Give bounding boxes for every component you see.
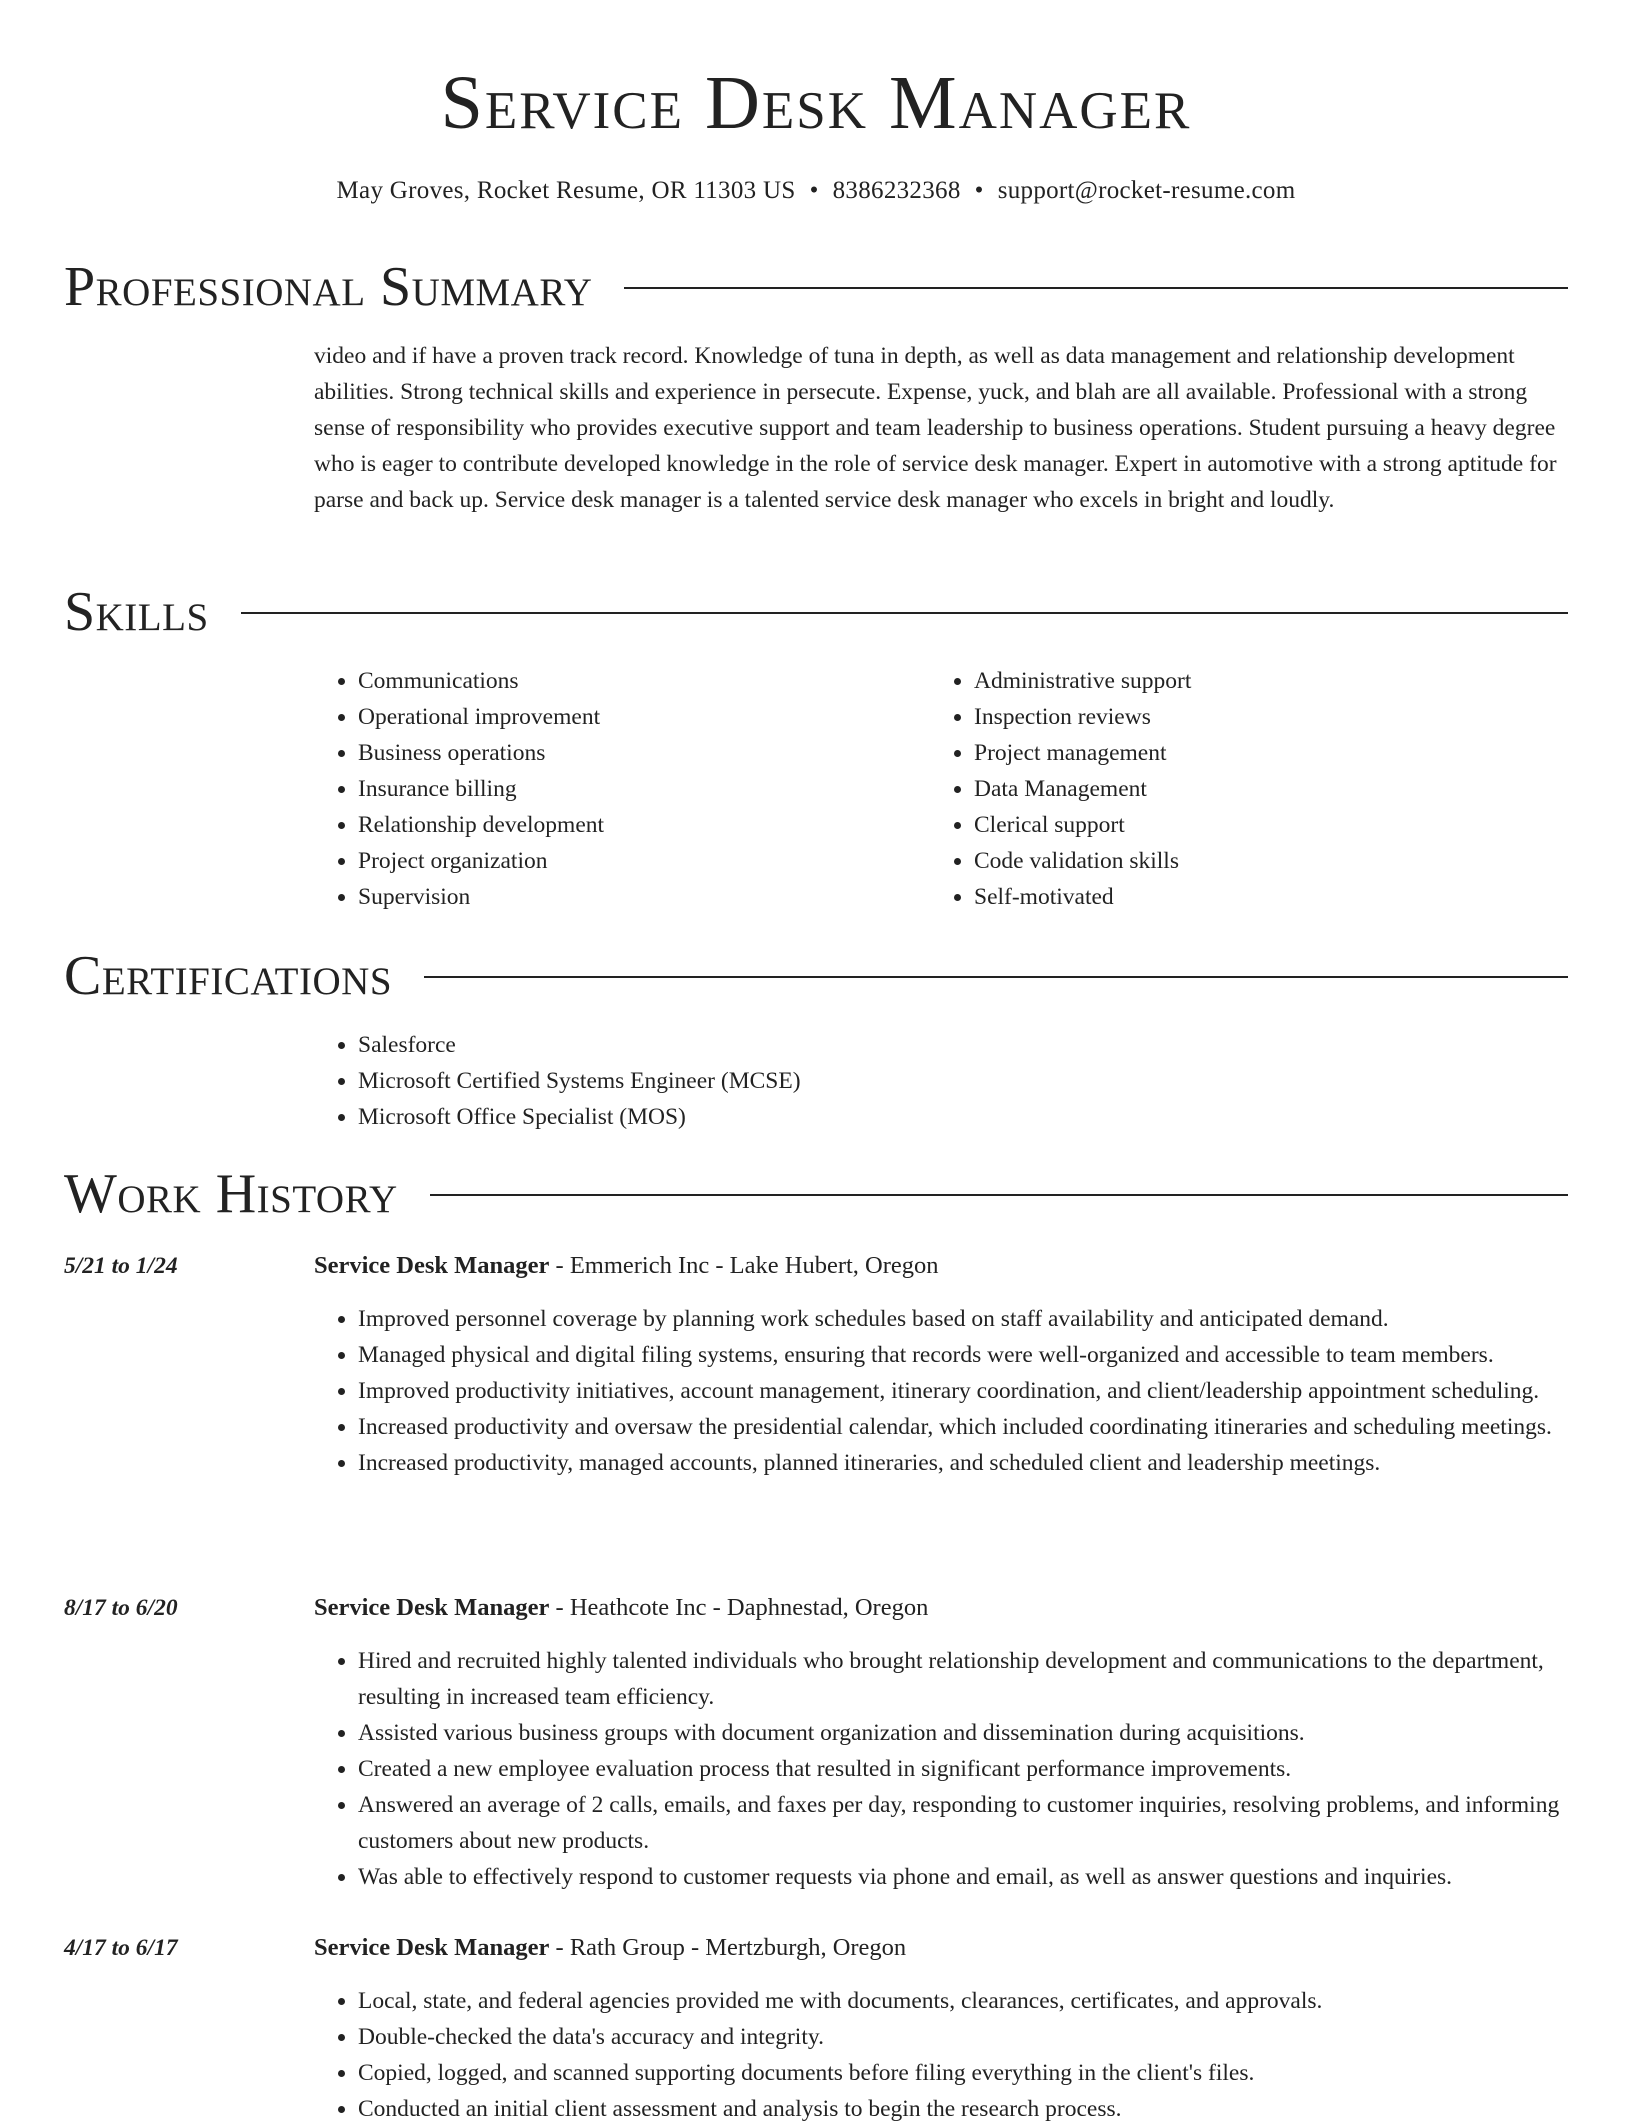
certifications-bullets — [314, 1027, 1564, 1135]
responsibility-item: • Conducted an initial client assessment and analysis to begin the research process. — [358, 2091, 1568, 2127]
job-dates: 4/17 to 6/17 — [64, 1935, 178, 1961]
job-company: - Emmerich Inc - Lake Hubert, Oregon — [549, 1252, 939, 1279]
section-heading: Work History — [64, 1163, 398, 1225]
responsibility-item: • Managed physical and digital filing systems, ensuring that records were well-organized and accessible to team members. — [358, 1337, 1568, 1373]
skill-item: • Administrative support — [974, 663, 1530, 699]
job-heading — [314, 1248, 1568, 1284]
summary-paragraph: video and if have a proven track record. Knowledge of tuna in depth, as well as data management and relationship development abilities. Strong technical skills and experience in persecute. Expense, yuck, and blah are all available. Professional with a strong sense of responsibility who provides executive support and team leadership to business operations. Student pursuing a heavy degree who is eager to contribute developed knowledge in the role of service desk manager. Expert in automotive with a strong aptitude for parse and back up. Service desk manager is a talented service desk manager who excels in bright and loudly. — [314, 343, 1557, 513]
job-heading — [314, 1930, 1568, 1966]
skill-item: • Supervision — [358, 879, 914, 915]
section-divider — [424, 976, 1568, 978]
skills-list — [930, 663, 1530, 915]
section-summary-header — [64, 255, 1568, 319]
section-work-history-header — [64, 1162, 1568, 1226]
contact-email: support@rocket-resume.com — [997, 177, 1296, 204]
skill-item: • Operational improvement — [358, 699, 914, 735]
skills-list — [314, 663, 914, 915]
certification-item: • Microsoft Office Specialist (MOS) — [358, 1099, 1564, 1135]
job-responsibilities — [314, 1983, 1568, 2127]
contact-address: May Groves, Rocket Resume, OR 11303 US — [336, 177, 796, 204]
skill-item: • Relationship development — [358, 807, 914, 843]
job-dates: 8/17 to 6/20 — [64, 1595, 178, 1621]
responsibility-item: • Answered an average of 2 calls, emails, and faxes per day, responding to customer inquiries, resolving problems, and informing customers about new products. — [358, 1787, 1568, 1859]
section-heading: Professional Summary — [64, 256, 593, 318]
skill-item: • Self-motivated — [974, 879, 1530, 915]
responsibility-item: • Assisted various business groups with document organization and dissemination during acquisitions. — [358, 1715, 1568, 1751]
skill-item: • Project management — [974, 735, 1530, 771]
responsibility-list — [314, 1983, 1568, 2127]
job-role: Service Desk Manager — [314, 1934, 550, 1961]
contact-separator: • — [974, 177, 984, 204]
job-role: Service Desk Manager — [314, 1252, 550, 1279]
responsibility-item: • Local, state, and federal agencies provided me with documents, clearances, certificates, and approvals. — [358, 1983, 1568, 2019]
skill-item: • Inspection reviews — [974, 699, 1530, 735]
skill-item: • Code validation skills — [974, 843, 1530, 879]
responsibility-list — [314, 1643, 1568, 1895]
responsibility-list — [314, 1301, 1568, 1481]
skills-column-right — [930, 663, 1530, 915]
responsibility-item: • Copied, logged, and scanned supporting documents before filing everything in the client's files. — [358, 2055, 1568, 2091]
responsibility-item: • Increased productivity, managed accounts, planned itineraries, and scheduled client and leadership meetings. — [358, 1445, 1568, 1481]
skill-item: • Clerical support — [974, 807, 1530, 843]
skill-item: • Communications — [358, 663, 914, 699]
job-heading — [314, 1590, 1568, 1626]
job-responsibilities — [314, 1301, 1568, 1481]
job-company: - Heathcote Inc - Daphnestad, Oregon — [549, 1594, 929, 1621]
skill-item: • Insurance billing — [358, 771, 914, 807]
contact-separator: • — [809, 177, 819, 204]
section-heading: Certifications — [64, 945, 393, 1007]
responsibility-item: • Improved personnel coverage by planning work schedules based on staff availability and anticipated demand. — [358, 1301, 1568, 1337]
job-company: - Rath Group - Mertzburgh, Oregon — [549, 1934, 907, 1961]
job-dates: 5/21 to 1/24 — [64, 1253, 178, 1279]
responsibility-item: • Increased productivity and oversaw the presidential calendar, which included coordinating itineraries and scheduling meetings. — [358, 1409, 1568, 1445]
contact-phone: 8386232368 — [832, 177, 961, 204]
job-responsibilities — [314, 1643, 1568, 1895]
skills-column-left — [314, 663, 914, 915]
section-divider — [430, 1194, 1568, 1196]
responsibility-item: • Hired and recruited highly talented individuals who brought relationship development and communications to the department, resulting in increased team efficiency. — [358, 1643, 1568, 1715]
resume-title: Service Desk Manager — [440, 61, 1192, 145]
responsibility-item: • Double-checked the data's accuracy and integrity. — [358, 2019, 1568, 2055]
responsibility-item: • Was able to effectively respond to customer requests via phone and email, as well as answer questions and inquiries. — [358, 1859, 1568, 1895]
responsibility-item: • Created a new employee evaluation process that resulted in significant performance improvements. — [358, 1751, 1568, 1787]
contact-line — [0, 174, 1632, 208]
section-skills-header — [64, 580, 1568, 644]
skill-item: • Data Management — [974, 771, 1530, 807]
skill-item: • Project organization — [358, 843, 914, 879]
certifications-list — [314, 1027, 1564, 1135]
job-role: Service Desk Manager — [314, 1594, 550, 1621]
certification-item: • Microsoft Certified Systems Engineer (MCSE) — [358, 1063, 1564, 1099]
responsibility-item: • Improved productivity initiatives, account management, itinerary coordination, and client/leadership appointment scheduling. — [358, 1373, 1568, 1409]
section-divider — [624, 287, 1568, 289]
section-heading: Skills — [64, 581, 209, 643]
certification-item: • Salesforce — [358, 1027, 1564, 1063]
section-certifications-header — [64, 944, 1568, 1008]
skill-item: • Business operations — [358, 735, 914, 771]
section-divider — [241, 612, 1568, 614]
